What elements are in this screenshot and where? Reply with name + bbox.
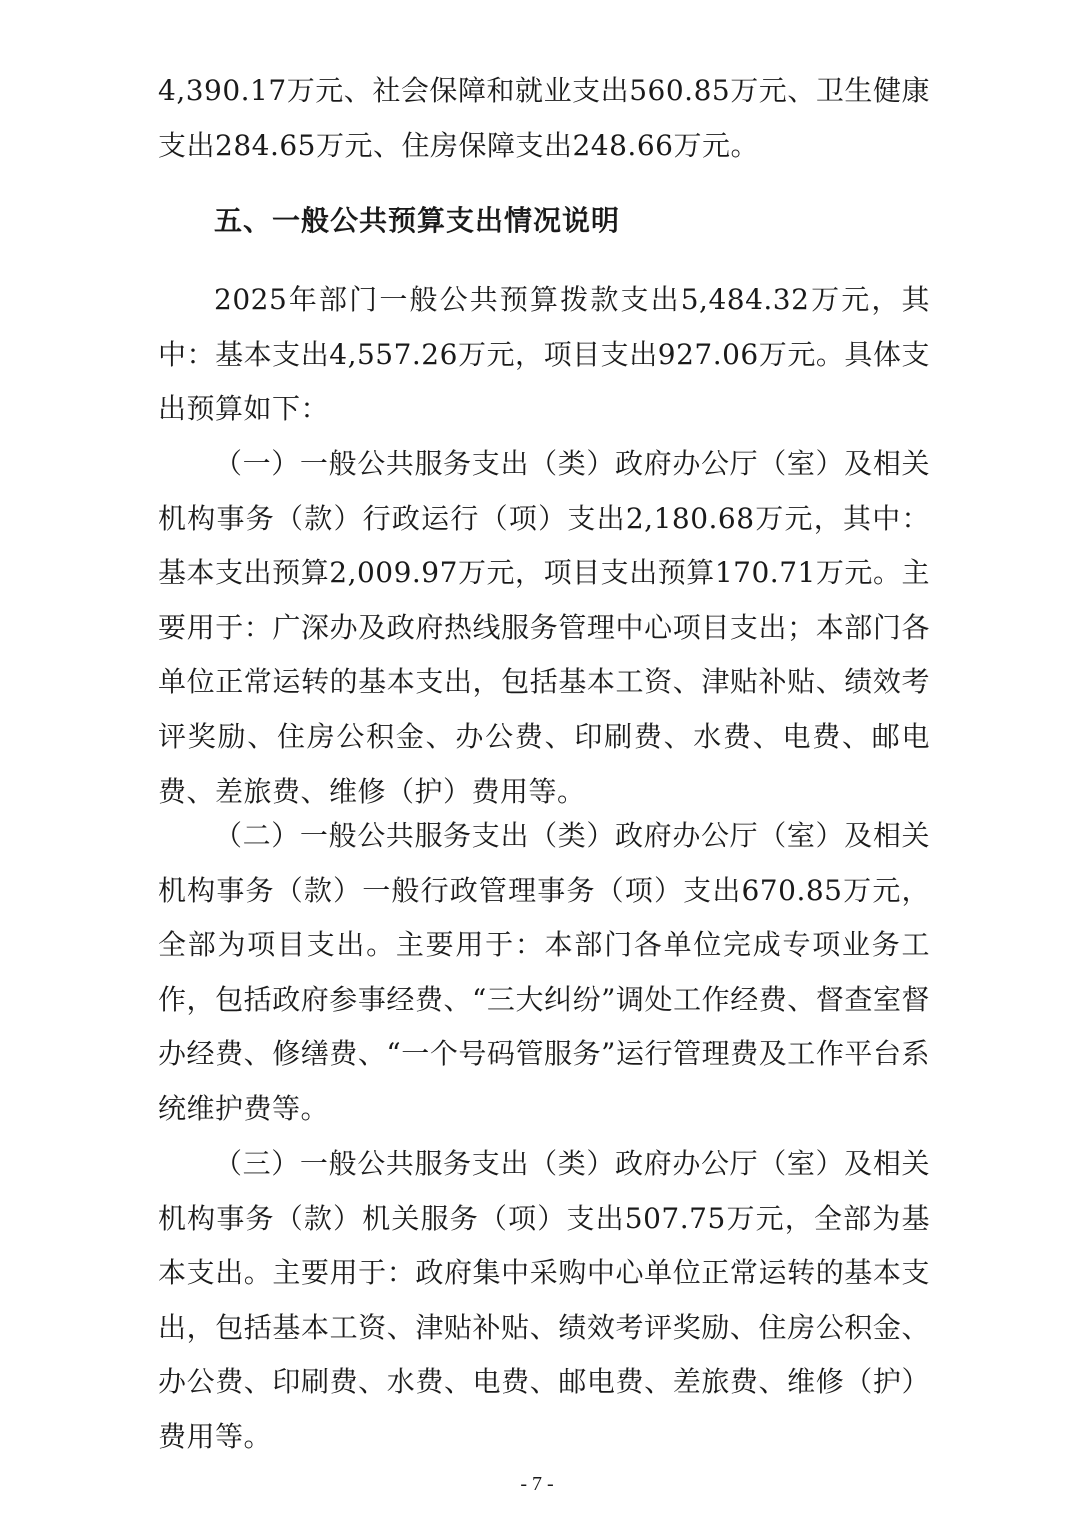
budget-item-paragraph: （一）一般公共服务支出（类）政府办公厅（室）及相关机构事务（款）行政运行（项）支出2,180.68万元，其中：基本支出预算2,009.97万元，项目支出预算170.71万元。主要用于：广深办及政府热线服务管理中心项目支出；本部门各单位正常运转的基本支出，包括基本工资、津贴补贴、绩效考评奖励、住房公积金、办公费、印刷费、水费、电费、邮电费、差旅费、维修（护）费用等。 (158, 447, 930, 808)
intro-continuation-paragraph: 4,390.17万元、社会保障和就业支出560.85万元、卫生健康支出284.65万元、住房保障支出248.66万元。 (158, 74, 930, 162)
summary-paragraph: 2025年部门一般公共预算拨款支出5,484.32万元，其中：基本支出4,557.26万元，项目支出927.06万元。具体支出预算如下： (158, 283, 930, 426)
page-number: - 7 - (520, 1473, 554, 1495)
budget-item-paragraph: （二）一般公共服务支出（类）政府办公厅（室）及相关机构事务（款）一般行政管理事务（项）支出670.85万元，全部为项目支出。主要用于：本部门各单位完成专项业务工作，包括政府参事经费、“三大纠纷”调处工作经费、督查室督办经费、修缮费、“一个号码管服务”运行管理费及工作平台系统维护费等。 (158, 819, 930, 1125)
budget-item-paragraph: （三）一般公共服务支出（类）政府办公厅（室）及相关机构事务（款）机关服务（项）支出507.75万元，全部为基本支出。主要用于：政府集中采购中心单位正常运转的基本支出，包括基本工资、津贴补贴、绩效考评奖励、住房公积金、办公费、印刷费、水费、电费、邮电费、差旅费、维修（护）费用等。 (158, 1147, 930, 1453)
section-heading: 五、一般公共预算支出情况说明 (214, 204, 621, 237)
